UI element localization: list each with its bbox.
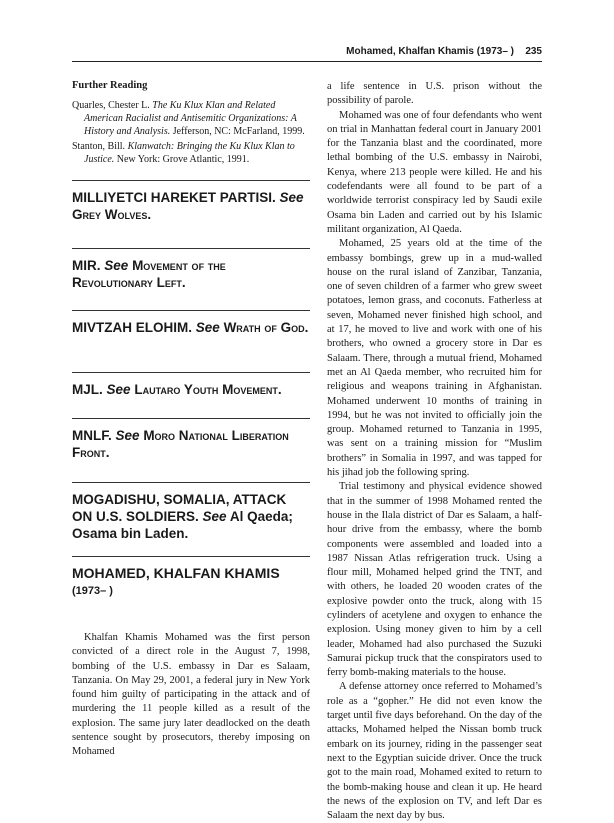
cross-ref-entry: MNLF. See Moro National Liberation Front. [72, 418, 310, 461]
body-paragraph: Mohamed, 25 years old at the time of the embassy bombings, grew up in a mud-walled house on the rural island of Zanzibar, Tanzania, one of seven children of a farmer who grew sweet potatoes, lemon grass, and coconuts. Fatherless at seven, Mohamed never finished high school, and at 17, he moved to live and work with one of his brothers, who owned a grocery store in Dar es Salaam. There, through a mutual friend, Mohamed met an Al Qaeda member, who recruited him for religious and weapons training in Afghanistan. Mohamed underwent 10 months of training in 1994, but he was not invited to officially join the group. Mohamed returned to Tanzania in 1995, was sent on a training mission for “Muslim brothers” in Somalia in 1997, and was tapped for his jihad job the following spring. [327, 238, 542, 479]
body-paragraph: a life sentence in U.S. prison without the possibility of parole. [327, 81, 542, 107]
right-column [327, 80, 542, 823]
running-head-title: Mohamed, Khalfan Khamis (1973– ) [346, 46, 514, 57]
cross-ref-entry: MJL. See Lautaro Youth Movement. [72, 372, 310, 398]
cross-ref-entry: MIVTZAH ELOHIM. See Wrath of God. [72, 310, 310, 336]
body-paragraph: Mohamed was one of four defendants who went on trial in Manhattan federal court in January 2001 for the Tanzania blast and the coordinated, more lethal bombing of the U.S. embassy in Nairobi, Kenya, where 213 people were killed. He and his codefendants were all found to be part of a worldwide terrorist conspiracy led by Saudi exile Osama bin Laden and carried out by his Islamic militant organization, Al Qaeda. [327, 109, 542, 235]
running-head [72, 46, 542, 62]
body-paragraph: Khalfan Khamis Mohamed was the first person convicted of a direct role in the August 7, 1998, bombing of the U.S. embassy in Dar es Salaam, Tanzania. On May 29, 2001, a federal jury in New York found him guilty of participating in the attack and of murdering the 11 people killed as a result of the explosion. The same jury later deadlocked on the death sentence sought by prosecutors, thereby imposing on Mohamed [72, 632, 310, 758]
body-paragraph: Trial testimony and physical evidence showed that in the summer of 1998 Mohamed rented the house in the Ilala district of Dar es Salaam, a half-hour drive from the embassy, where the bomb components were assembled and loaded into a 1987 Nissan Atlas refrigeration truck. Using a flour mill, Mohamed helped grind the TNT, and with others, he loaded 20 wooden crates of the explosive powder onto the truck, along with 15 cylinders of acetylene and oxygen to enhance the explosion. Using money given to him by a cell leader, Mohamed had also purchased the Suzuki Samurai pickup truck that the conspirators used to ferry bomb-making materials to the house. [327, 481, 542, 679]
left-column [72, 80, 310, 758]
cross-ref-link[interactable]: Movement of the Revolutionary Left. [72, 258, 226, 290]
cross-ref-entry: MILLIYETCI HAREKET PARTISI. See Grey Wolves. [72, 180, 310, 223]
cross-ref-entry: MOGADISHU, SOMALIA, ATTACK ON U.S. SOLDIERS. See Al Qaeda; Osama bin Laden. [72, 482, 310, 542]
reference-item: Stanton, Bill. Klanwatch: Bringing the Ku Klux Klan to Justice. New York: Grove Atlantic, 1991. [72, 141, 295, 165]
cross-ref-link[interactable]: Moro National Liberation Front. [72, 428, 289, 460]
cross-ref-link[interactable]: Al Qaeda; Osama bin Laden. [72, 509, 293, 541]
page-number: 235 [525, 46, 542, 57]
cross-ref-link[interactable]: Lautaro Youth Movement. [134, 382, 282, 397]
entry-title: MOHAMED, KHALFAN KHAMIS [72, 565, 280, 581]
header-rule [72, 61, 542, 62]
main-entry-header [72, 556, 310, 597]
cross-ref-link[interactable]: Grey Wolves. [72, 207, 152, 222]
further-reading-heading: Further Reading [72, 80, 148, 91]
further-reading [72, 80, 310, 166]
entry-dates: (1973– ) [72, 585, 113, 597]
cross-ref-entry: MIR. See Movement of the Revolutionary Left. [72, 248, 310, 291]
body-paragraph: A defense attorney once referred to Mohamed’s role as a “gopher.” He did not even know the target until five days beforehand. On the day of the attacks, Mohamed helped the Nissan bomb truck embark on its journey, riding in the passenger seat next to the Egyptian suicide driver. Once the truck got to the main road, Mohamed exited to return to the bomb-making house and clean it up. He heard the news of the explosion on TV, and left Dar es Salaam the next day by bus. [327, 681, 542, 822]
entry-body-left [72, 631, 310, 760]
reference-item: Quarles, Chester L. The Ku Klux Klan and Related American Racialist and Antisemitic Organizations: A History and Analysis. Jefferson, NC: McFarland, 1999. [72, 100, 305, 137]
cross-ref-link[interactable]: Wrath of God. [223, 320, 309, 335]
